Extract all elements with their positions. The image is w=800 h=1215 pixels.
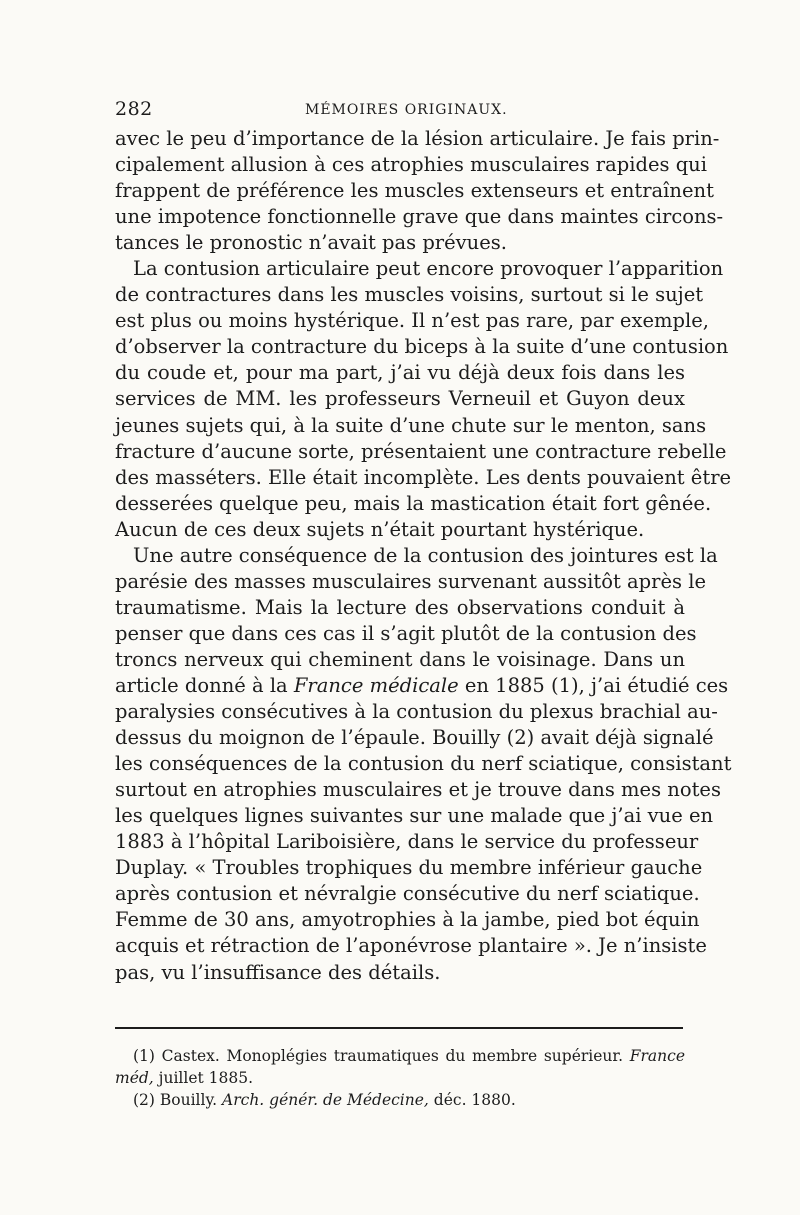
footnote-journal: méd,: [115, 1069, 154, 1087]
footnote-journal: France: [629, 1047, 685, 1065]
text-line: Duplay. « Troubles trophiques du membre inférieur gauche: [115, 856, 703, 880]
text-line: cipalement allusion à ces atrophies musculaires rapides qui: [115, 153, 707, 177]
footnote-text: juillet 1885.: [158, 1069, 254, 1087]
text-line: surtout en atrophies musculaires et je trouve dans mes notes: [115, 778, 721, 802]
page-number: 282: [115, 98, 153, 120]
text-line: des masséters. Elle était incomplète. Les dents pouvaient être: [115, 465, 732, 489]
text-line: [115, 673, 729, 699]
text-line: dessus du moignon de l’épaule. Bouilly (2) avait déjà signalé: [115, 726, 714, 750]
text-line: La contusion articulaire peut encore provoquer l’apparition: [133, 257, 724, 281]
journal-title: France médicale: [293, 673, 459, 697]
footnote-1: [115, 1045, 685, 1067]
text-line: services de MM. les professeurs Verneuil et Guyon deux: [115, 387, 685, 411]
text-line: desserées quelque peu, mais la mastication était fort gênée.: [115, 491, 712, 515]
text-line: tances le pronostic n’avait pas prévues.: [115, 231, 507, 255]
footnote-1-cont: [115, 1067, 685, 1089]
text-line: jeunes sujets qui, à la suite d’une chute sur le menton, sans: [115, 413, 707, 437]
text-segment: article donné à la: [115, 673, 288, 697]
text-line: troncs nerveux qui cheminent dans le voisinage. Dans un: [115, 647, 685, 671]
footnote-divider: [115, 1027, 683, 1029]
body-text: [115, 126, 732, 986]
footnote-text: (1) Castex. Monoplégies traumatiques du membre supérieur.: [133, 1047, 624, 1065]
page-header: [115, 98, 685, 124]
footnote-text: déc. 1880.: [433, 1091, 516, 1109]
text-line: du coude et, pour ma part, j’ai vu déjà deux fois dans les: [115, 361, 685, 385]
text-line: penser que dans ces cas il s’agit plutôt de la contusion des: [115, 621, 697, 645]
text-line: les conséquences de la contusion du nerf sciatique, consistant: [115, 752, 732, 776]
text-line: après contusion et névralgie consécutive du nerf sciatique.: [115, 882, 700, 906]
text-line: acquis et rétraction de l’aponévrose plantaire ». Je n’insiste: [115, 934, 707, 958]
text-line: Aucun de ces deux sujets n’était pourtant hystérique.: [115, 517, 645, 541]
text-line: pas, vu l’insuffisance des détails.: [115, 960, 441, 984]
text-line: frappent de préférence les muscles extenseurs et entraînent: [115, 179, 714, 203]
text-segment: en 1885 (1), j’ai étudié ces: [464, 673, 729, 697]
text-line: les quelques lignes suivantes sur une malade que j’ai vue en: [115, 804, 714, 828]
text-line: Femme de 30 ans, amyotrophies à la jambe, pied bot équin: [115, 908, 700, 932]
text-line: d’observer la contracture du biceps à la suite d’une contusion: [115, 335, 729, 359]
text-line: traumatisme. Mais la lecture des observations conduit à: [115, 595, 685, 619]
text-line: est plus ou moins hystérique. Il n’est pas rare, par exemple,: [115, 309, 709, 333]
text-line: une impotence fonctionnelle grave que dans maintes circons-: [115, 205, 724, 229]
footnotes: [115, 1045, 685, 1111]
running-head: MÉMOIRES ORIGINAUX.: [305, 102, 508, 118]
text-line: 1883 à l’hôpital Lariboisière, dans le service du professeur: [115, 830, 699, 854]
text-line: Une autre conséquence de la contusion des jointures est la: [133, 543, 718, 567]
text-line: parésie des masses musculaires survenant aussitôt après le: [115, 569, 706, 593]
footnote-text: (2) Bouilly.: [133, 1091, 218, 1109]
text-line: avec le peu d’importance de la lésion articulaire. Je fais prin-: [115, 127, 720, 150]
text-line: de contractures dans les muscles voisins, surtout si le sujet: [115, 283, 704, 307]
footnote-journal: Arch. génér. de Médecine,: [222, 1091, 429, 1109]
text-line: fracture d’aucune sorte, présentaient une contracture rebelle: [115, 439, 727, 463]
footnote-2: [115, 1089, 685, 1111]
text-line: paralysies consécutives à la contusion du plexus brachial au-: [115, 700, 718, 724]
